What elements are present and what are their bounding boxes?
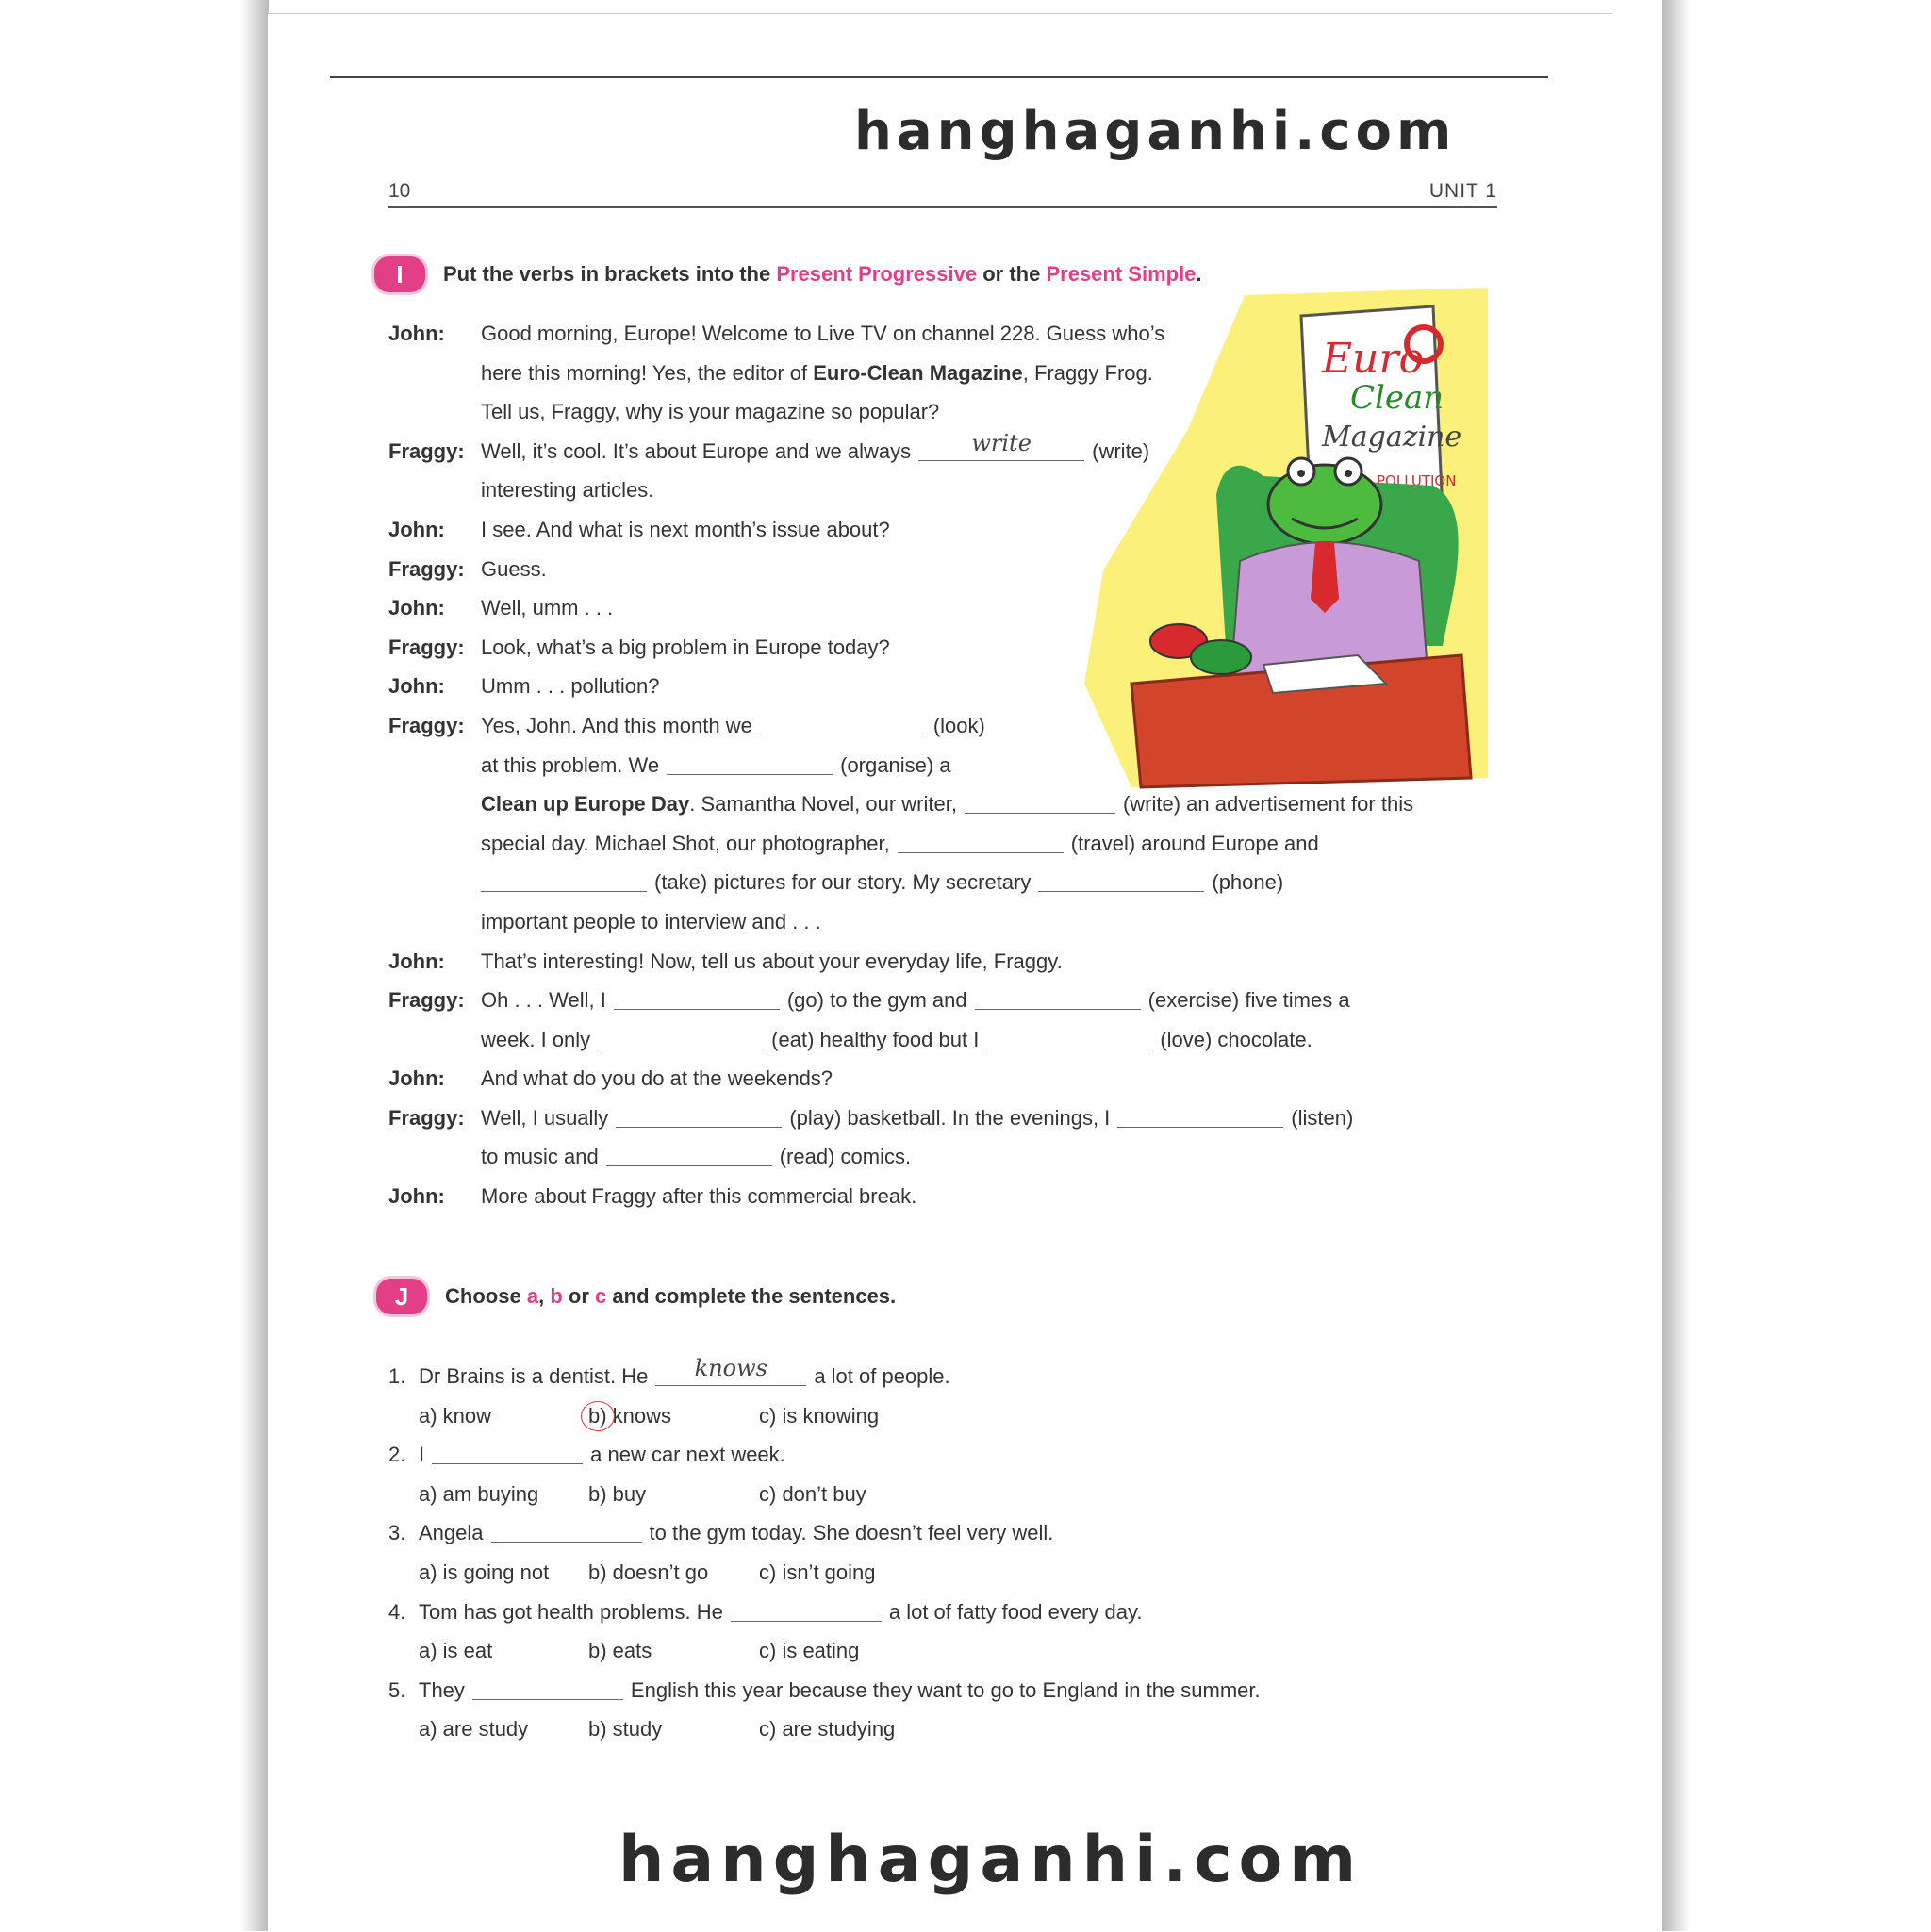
option-a[interactable]: a) is going not	[419, 1560, 550, 1584]
exercise-j-badge: J	[373, 1276, 430, 1317]
dialogue-line: at this problem. We (organise) a	[481, 752, 951, 777]
option-c[interactable]: c) are studying	[759, 1717, 896, 1742]
answer-blank[interactable]	[760, 712, 926, 735]
dialogue-line: week. I only (eat) healthy food but I (love) chocolate.	[481, 1027, 1312, 1051]
option-a[interactable]: a) am buying	[419, 1481, 539, 1506]
answer-blank[interactable]	[616, 1104, 782, 1128]
svg-text:Clean: Clean	[1350, 379, 1444, 417]
page-number: 10	[388, 180, 411, 202]
question-row: 3. Angela to the gym today. She doesn’t feel very well.	[388, 1521, 1054, 1545]
dialogue-line: important people to interview and . . .	[481, 909, 821, 933]
exercise-j-instruction: Choose a, b or c and complete the sentences.	[445, 1284, 897, 1308]
answer-blank[interactable]	[1038, 868, 1204, 892]
dialogue-line: John: And what do you do at the weekends?	[388, 1066, 833, 1091]
option-a[interactable]: a) know	[419, 1403, 492, 1428]
top-rule	[330, 76, 1548, 78]
page-shadow-right	[1662, 0, 1691, 1931]
dialogue-line: (take) pictures for our story. My secretary (phone)	[388, 863, 1520, 902]
dialogue-line: special day. Michael Shot, our photographer, (travel) around Europe and	[481, 831, 1319, 855]
answer-blank[interactable]: knows	[655, 1362, 806, 1386]
answer-blank[interactable]	[965, 790, 1115, 814]
watermark-top: hanghaganhi.com	[854, 101, 1457, 162]
dialogue-line: interesting articles.	[481, 478, 654, 503]
dialogue	[388, 314, 1520, 1216]
answer-blank[interactable]	[731, 1598, 882, 1622]
options-row	[388, 1475, 1520, 1514]
dialogue-line: Fraggy: Yes, John. And this month we (look)	[388, 713, 985, 737]
answer-blank[interactable]	[432, 1441, 583, 1464]
dialogue-line: Fraggy: Oh . . . Well, I (go) to the gym and (exercise) five times a	[388, 988, 1350, 1013]
answer-blank[interactable]: write	[918, 438, 1084, 461]
options-row	[388, 1553, 1520, 1593]
answer-blank[interactable]	[898, 830, 1064, 853]
option-c[interactable]: c) is eating	[759, 1639, 860, 1663]
multiple-choice-questions	[388, 1357, 1520, 1749]
dialogue-line: John: Umm . . . pollution?	[388, 674, 660, 699]
answer-blank[interactable]	[1117, 1104, 1283, 1128]
answer-blank[interactable]	[986, 1026, 1152, 1049]
dialogue-line: John: That’s interesting! Now, tell us about your everyday life, Fraggy.	[388, 949, 1063, 973]
dialogue-line: John: Well, umm . . .	[388, 596, 614, 620]
answer-blank[interactable]	[481, 868, 647, 892]
options-row	[388, 1709, 1520, 1749]
answer-blank[interactable]	[606, 1143, 772, 1166]
workbook-page	[268, 13, 1612, 1932]
option-c[interactable]: c) isn’t going	[759, 1560, 876, 1584]
exercise-i-instruction: Put the verbs in brackets into the Present Progressive or the Present Simple.	[443, 262, 1202, 286]
selected-circle-mark	[581, 1401, 615, 1431]
dialogue-line: John: More about Fraggy after this commercial break.	[388, 1184, 917, 1209]
options-row	[388, 1396, 1520, 1436]
svg-text:Magazine: Magazine	[1322, 421, 1462, 454]
dialogue-line: John: Good morning, Europe! Welcome to Live TV on channel 228. Guess who’s	[388, 322, 1165, 345]
svg-text:Euro: Euro	[1322, 335, 1424, 383]
page-shadow-left	[240, 0, 269, 1931]
option-b[interactable]: b) study	[588, 1717, 663, 1742]
option-b[interactable]: b) doesn’t go	[588, 1560, 709, 1584]
options-row	[388, 1631, 1520, 1671]
answer-blank[interactable]	[667, 751, 833, 775]
option-a[interactable]: a) are study	[419, 1717, 529, 1742]
exercise-i-badge: I	[371, 254, 428, 295]
option-c[interactable]: c) is knowing	[759, 1403, 880, 1428]
exercise-j-heading	[373, 1276, 896, 1317]
answer-blank[interactable]	[614, 986, 780, 1010]
option-b[interactable]: b) knows	[588, 1396, 671, 1436]
question-row: 4. Tom has got health problems. He a lot of fatty food every day.	[388, 1599, 1143, 1624]
answer-blank[interactable]	[598, 1026, 764, 1049]
dialogue-line: Tell us, Fraggy, why is your magazine so popular?	[481, 400, 940, 424]
answer-blank[interactable]	[975, 986, 1141, 1010]
dialogue-line: John: I see. And what is next month’s issue about?	[388, 517, 890, 541]
answer-blank[interactable]	[491, 1519, 642, 1543]
option-b[interactable]: b) eats	[588, 1639, 652, 1663]
running-header	[388, 169, 1497, 208]
watermark-bottom: hanghaganhi.com	[619, 1823, 1363, 1897]
option-c[interactable]: c) don’t buy	[759, 1481, 866, 1506]
dialogue-line: here this morning! Yes, the editor of Euro-Clean Magazine, Fraggy Frog.	[481, 360, 1153, 385]
answer-blank[interactable]	[472, 1676, 623, 1700]
unit-label: UNIT 1	[1428, 180, 1497, 202]
dialogue-line: Fraggy: Look, what’s a big problem in Europe today?	[388, 635, 890, 659]
dialogue-line: Fraggy: Guess.	[388, 556, 547, 581]
svg-text:POLLUTION: POLLUTION	[1377, 472, 1457, 489]
question-row: 5. They English this year because they want to go to England in the summer.	[388, 1677, 1261, 1702]
question-row: 1. Dr Brains is a dentist. He knows a lot of people.	[388, 1355, 950, 1388]
option-a[interactable]: a) is eat	[419, 1639, 493, 1663]
question-row: 2. I a new car next week.	[388, 1443, 785, 1467]
dialogue-line: Fraggy: Well, it’s cool. It’s about Europe and we always write (write)	[388, 429, 1150, 463]
dialogue-line: Fraggy: Well, I usually (play) basketball. In the evenings, I (listen)	[388, 1105, 1354, 1130]
dialogue-line: Clean up Europe Day. Samantha Novel, our writer, (write) an advertisement for this	[481, 792, 1414, 817]
option-b[interactable]: b) buy	[588, 1481, 647, 1506]
dialogue-line: to music and (read) comics.	[481, 1145, 912, 1169]
